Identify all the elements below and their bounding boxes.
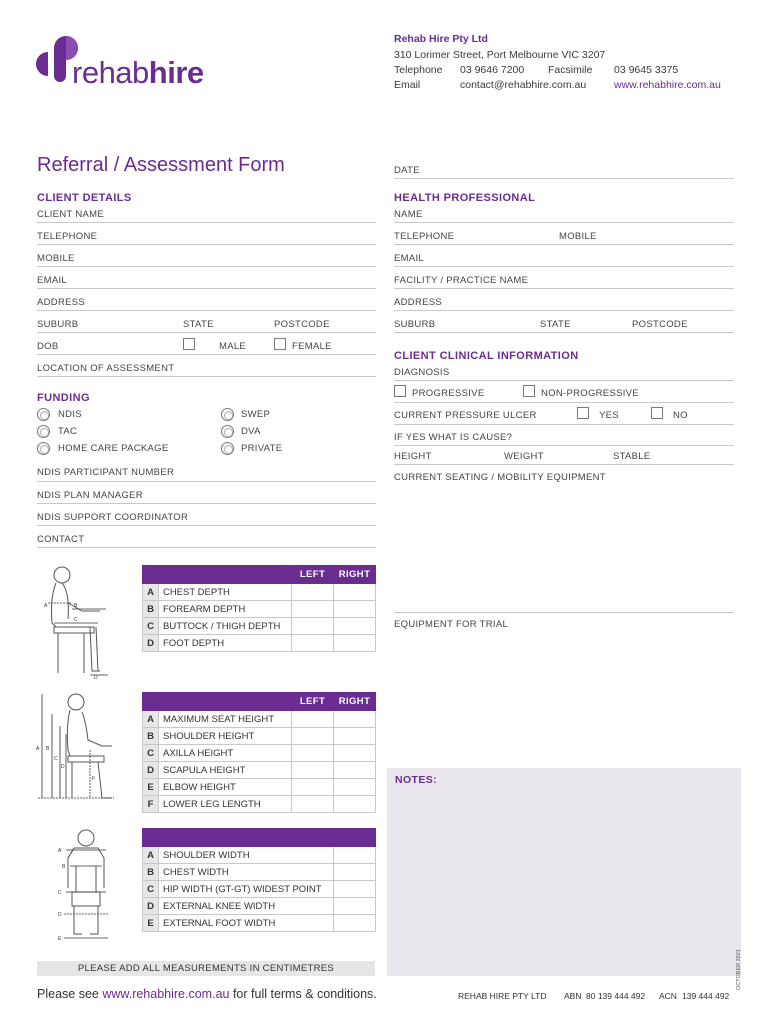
hp-name-label: NAME	[394, 209, 423, 220]
shoulder-height-right-cell[interactable]	[334, 728, 376, 745]
svg-text:B: B	[62, 864, 66, 870]
email-label: Email	[394, 79, 421, 91]
client-mobile-field[interactable]	[37, 266, 376, 267]
table-header-row	[143, 829, 376, 847]
terms-note: Please see www.rehabhire.com.au for full terms & conditions.	[37, 987, 377, 1001]
telephone-label: Telephone	[394, 64, 443, 76]
axilla-height-right-cell[interactable]	[334, 745, 376, 762]
shoulder-width-cell[interactable]	[334, 847, 376, 864]
funding-swep-radio[interactable]	[221, 408, 234, 421]
clinical-heading: CLIENT CLINICAL INFORMATION	[394, 350, 579, 362]
axilla-height-left-cell[interactable]	[292, 745, 334, 762]
forearm-depth-left-cell[interactable]	[292, 601, 334, 618]
cause-field[interactable]	[394, 445, 734, 446]
hp-suburb-label: SUBURB	[394, 319, 436, 330]
client-address-field[interactable]	[37, 310, 376, 311]
hp-facility-field[interactable]	[394, 288, 734, 289]
company-email[interactable]: contact@rehabhire.com.au	[460, 79, 587, 91]
foot-width-cell[interactable]	[334, 915, 376, 932]
height-measurements-table	[142, 692, 376, 813]
elbow-height-left-cell[interactable]	[292, 779, 334, 796]
svg-text:A: A	[44, 603, 48, 609]
funding-ndis-radio[interactable]	[37, 408, 50, 421]
stable-label: STABLE	[613, 451, 651, 462]
table-row: B CHEST WIDTH	[143, 864, 376, 881]
hp-address-label: ADDRESS	[394, 297, 443, 308]
svg-text:D: D	[58, 912, 62, 918]
funding-tac-label: TAC	[58, 426, 78, 437]
chest-width-cell[interactable]	[334, 864, 376, 881]
facsimile-label: Facsimile	[548, 64, 593, 76]
table-row: A CHEST DEPTH	[143, 584, 376, 601]
forearm-depth-right-cell[interactable]	[334, 601, 376, 618]
seated-height-figure-icon	[34, 690, 118, 806]
table-row: D SCAPULA HEIGHT	[143, 762, 376, 779]
footer-company: REHAB HIRE PTY LTD	[458, 991, 547, 1001]
client-mobile-label: MOBILE	[37, 253, 75, 264]
seat-height-left-cell[interactable]	[292, 711, 334, 728]
table-row: A SHOULDER WIDTH	[143, 847, 376, 864]
female-label: FEMALE	[292, 341, 332, 352]
ndis-participant-field[interactable]	[37, 481, 376, 482]
left-column-header: LEFT	[292, 693, 334, 711]
hp-state-label: STATE	[540, 319, 571, 330]
contact-label: CONTACT	[37, 534, 85, 545]
ndis-participant-label: NDIS PARTICIPANT NUMBER	[37, 467, 175, 478]
health-professional-heading: HEALTH PROFESSIONAL	[394, 192, 536, 204]
chest-depth-right-cell[interactable]	[334, 584, 376, 601]
table-row: D FOOT DEPTH	[143, 635, 376, 652]
scapula-height-right-cell[interactable]	[334, 762, 376, 779]
client-email-field[interactable]	[37, 288, 376, 289]
chest-depth-left-cell[interactable]	[292, 584, 334, 601]
seating-label: CURRENT SEATING / MOBILITY EQUIPMENT	[394, 472, 606, 483]
svg-text:A: A	[58, 848, 62, 854]
funding-home-care-label: HOME CARE PACKAGE	[58, 443, 169, 454]
female-checkbox[interactable]	[274, 338, 286, 350]
depth-measurements-table	[142, 565, 376, 652]
hp-mobile-label: MOBILE	[559, 231, 597, 242]
funding-private-label: PRIVATE	[241, 443, 283, 454]
client-telephone-field[interactable]	[37, 244, 376, 245]
funding-private-radio[interactable]	[221, 442, 234, 455]
hp-name-field[interactable]	[394, 222, 734, 223]
left-column-header: LEFT	[292, 566, 334, 584]
scapula-height-left-cell[interactable]	[292, 762, 334, 779]
hp-suburb-field[interactable]	[394, 332, 734, 333]
ndis-support-field[interactable]	[37, 525, 376, 526]
ulcer-yes-label: YES	[599, 410, 619, 421]
svg-text:B: B	[46, 746, 50, 752]
right-column-header: RIGHT	[334, 693, 376, 711]
funding-home-care-radio[interactable]	[37, 442, 50, 455]
client-postcode-label: POSTCODE	[274, 319, 330, 330]
knee-width-cell[interactable]	[334, 898, 376, 915]
male-checkbox[interactable]	[183, 338, 195, 350]
funding-ndis-label: NDIS	[58, 409, 82, 420]
funding-swep-label: SWEP	[241, 409, 271, 420]
svg-text:D: D	[61, 764, 65, 770]
progression-divider	[394, 402, 734, 403]
table-row: D EXTERNAL KNEE WIDTH	[143, 898, 376, 915]
progressive-label: PROGRESSIVE	[412, 388, 485, 399]
diagnosis-field[interactable]	[394, 380, 734, 381]
non-progressive-label: NON-PROGRESSIVE	[541, 388, 639, 399]
contact-field[interactable]	[37, 547, 376, 548]
buttock-depth-right-cell[interactable]	[334, 618, 376, 635]
footer-abn-label: ABN	[564, 991, 582, 1001]
width-measurements-table	[142, 828, 376, 932]
non-progressive-checkbox[interactable]	[523, 385, 535, 397]
ulcer-yes-checkbox[interactable]	[577, 407, 589, 419]
shoulder-height-left-cell[interactable]	[292, 728, 334, 745]
height-label: HEIGHT	[394, 451, 432, 462]
seated-side-figure-icon	[44, 563, 116, 681]
pressure-ulcer-divider	[394, 424, 734, 425]
svg-text:D: D	[94, 675, 98, 681]
funding-dva-label: DVA	[241, 426, 261, 437]
pressure-ulcer-label: CURRENT PRESSURE ULCER	[394, 410, 537, 421]
seating-field[interactable]	[394, 612, 734, 613]
ndis-plan-manager-label: NDIS PLAN MANAGER	[37, 490, 143, 501]
hp-telephone-field[interactable]	[394, 244, 734, 245]
table-header-row	[143, 566, 376, 584]
client-suburb-label: SUBURB	[37, 319, 79, 330]
table-row: C HIP WIDTH (GT-GT) WIDEST POINT	[143, 881, 376, 898]
table-row: C AXILLA HEIGHT	[143, 745, 376, 762]
company-facsimile: 03 9645 3375	[614, 64, 679, 76]
hp-telephone-label: TELEPHONE	[394, 231, 455, 242]
hp-postcode-label: POSTCODE	[632, 319, 688, 330]
date-field[interactable]	[394, 178, 734, 179]
terms-link[interactable]: www.rehabhire.com.au	[102, 987, 230, 1001]
front-width-figure-icon	[56, 826, 116, 944]
table-row: B SHOULDER HEIGHT	[143, 728, 376, 745]
ulcer-no-label: NO	[673, 410, 688, 421]
svg-text:E: E	[58, 936, 62, 942]
date-label: DATE	[394, 165, 420, 176]
company-name: Rehab Hire Pty Ltd	[394, 33, 488, 45]
right-column-header: RIGHT	[334, 566, 376, 584]
seat-height-right-cell[interactable]	[334, 711, 376, 728]
company-website-link[interactable]: www.rehabhire.com.au	[614, 79, 721, 91]
footer-abn: 80 139 444 492	[586, 991, 646, 1001]
measurement-note: PLEASE ADD ALL MEASUREMENTS IN CENTIMETRES	[37, 961, 375, 976]
dob-field[interactable]	[37, 354, 376, 355]
foot-depth-right-cell[interactable]	[334, 635, 376, 652]
table-row: C BUTTOCK / THIGH DEPTH	[143, 618, 376, 635]
svg-text:A: A	[36, 746, 40, 752]
client-address-label: ADDRESS	[37, 297, 86, 308]
company-address: 310 Lorimer Street, Port Melbourne VIC 3207	[394, 49, 606, 61]
table-row: F LOWER LEG LENGTH	[143, 796, 376, 813]
trial-label: EQUIPMENT FOR TRIAL	[394, 619, 509, 630]
table-row: E EXTERNAL FOOT WIDTH	[143, 915, 376, 932]
foot-depth-left-cell[interactable]	[292, 635, 334, 652]
notes-label: NOTES:	[395, 774, 438, 786]
form-title: Referral / Assessment Form	[37, 154, 285, 176]
ndis-support-label: NDIS SUPPORT COORDINATOR	[37, 512, 189, 523]
hp-facility-label: FACILITY / PRACTICE NAME	[394, 275, 529, 286]
client-name-label: CLIENT NAME	[37, 209, 104, 220]
lower-leg-right-cell[interactable]	[334, 796, 376, 813]
svg-text:B: B	[74, 603, 78, 609]
logo-text: rehabhire	[72, 55, 204, 90]
hp-email-label: EMAIL	[394, 253, 425, 264]
lower-leg-left-cell[interactable]	[292, 796, 334, 813]
footer-acn-label: ACN	[659, 991, 677, 1001]
hp-address-field[interactable]	[394, 310, 734, 311]
weight-label: WEIGHT	[504, 451, 544, 462]
version-stamp: OCTOBER 2021	[736, 949, 742, 990]
client-details-heading: CLIENT DETAILS	[37, 192, 132, 204]
height-weight-field[interactable]	[394, 464, 734, 465]
diagnosis-label: DIAGNOSIS	[394, 367, 450, 378]
client-name-field[interactable]	[37, 222, 376, 223]
footer-acn: 139 444 492	[682, 991, 730, 1001]
client-email-label: EMAIL	[37, 275, 68, 286]
company-telephone: 03 9646 7200	[460, 64, 525, 76]
hp-email-field[interactable]	[394, 266, 734, 267]
funding-dva-radio[interactable]	[221, 425, 234, 438]
dob-label: DOB	[37, 341, 59, 352]
table-row: E ELBOW HEIGHT	[143, 779, 376, 796]
svg-text:F: F	[92, 776, 96, 782]
elbow-height-right-cell[interactable]	[334, 779, 376, 796]
funding-tac-radio[interactable]	[37, 425, 50, 438]
funding-heading: FUNDING	[37, 392, 90, 404]
client-telephone-label: TELEPHONE	[37, 231, 98, 242]
male-label: MALE	[219, 341, 247, 352]
table-header-row	[143, 693, 376, 711]
table-row: B FOREARM DEPTH	[143, 601, 376, 618]
client-suburb-field[interactable]	[37, 332, 376, 333]
ulcer-no-checkbox[interactable]	[651, 407, 663, 419]
location-field[interactable]	[37, 376, 376, 377]
svg-text:C: C	[58, 890, 62, 896]
client-state-label: STATE	[183, 319, 214, 330]
ndis-plan-manager-field[interactable]	[37, 503, 376, 504]
svg-text:C: C	[54, 756, 58, 762]
svg-text:C: C	[74, 617, 78, 623]
cause-label: IF YES WHAT IS CAUSE?	[394, 432, 513, 443]
buttock-depth-left-cell[interactable]	[292, 618, 334, 635]
location-label: LOCATION OF ASSESSMENT	[37, 363, 175, 374]
hip-width-cell[interactable]	[334, 881, 376, 898]
progressive-checkbox[interactable]	[394, 385, 406, 397]
table-row: A MAXIMUM SEAT HEIGHT	[143, 711, 376, 728]
notes-box[interactable]	[387, 768, 741, 976]
